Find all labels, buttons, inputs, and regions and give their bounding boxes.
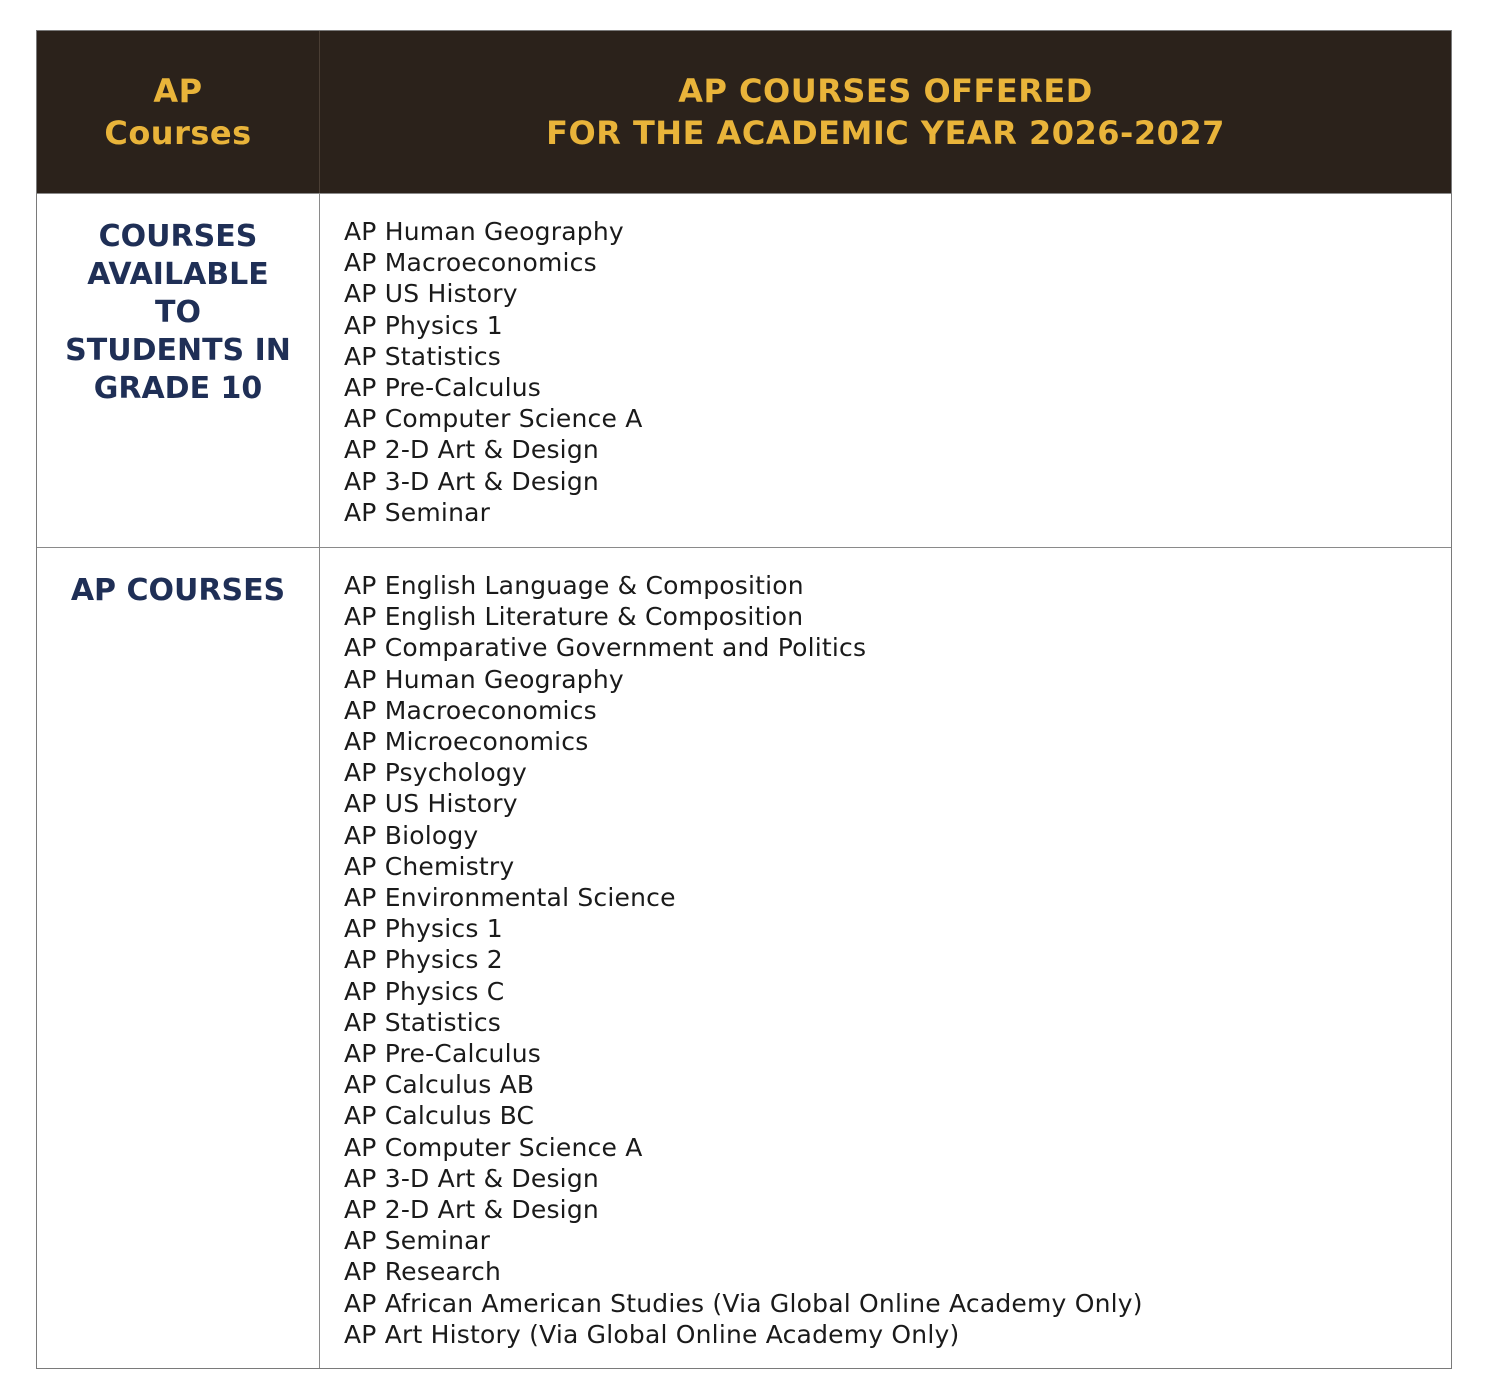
group-label-line: COURSES bbox=[98, 219, 258, 254]
grade-10-course-list bbox=[320, 194, 1451, 546]
course-item: AP Human Geography bbox=[344, 664, 624, 694]
header-left-line: Courses bbox=[104, 114, 252, 152]
course-item: AP English Literature & Composition bbox=[344, 602, 804, 632]
course-item: AP Seminar bbox=[344, 497, 491, 527]
course-item: AP Macroeconomics bbox=[344, 695, 597, 725]
group-label-line: STUDENTS IN bbox=[65, 333, 291, 368]
grade-10-courses-cell bbox=[320, 194, 1451, 547]
table-header-row bbox=[37, 31, 1451, 193]
grade-10-label-cell bbox=[37, 194, 320, 547]
header-right-line: FOR THE ACADEMIC YEAR 2026-2027 bbox=[546, 114, 1225, 152]
course-item: AP Physics C bbox=[344, 976, 505, 1006]
ap-course-list bbox=[320, 548, 1451, 1368]
course-item: AP Chemistry bbox=[344, 851, 515, 881]
course-item: AP Physics 2 bbox=[344, 945, 503, 975]
course-item: AP Statistics bbox=[344, 341, 502, 371]
course-item: AP Computer Science A bbox=[344, 404, 643, 434]
course-item: AP Human Geography bbox=[344, 217, 624, 246]
course-item: AP Statistics bbox=[344, 1007, 502, 1037]
course-item: AP 3-D Art & Design bbox=[344, 1163, 599, 1193]
course-item: AP Pre-Calculus bbox=[344, 1039, 542, 1069]
ap-courses-label-cell bbox=[37, 548, 320, 1368]
group-label-line: AP COURSES bbox=[70, 573, 286, 608]
header-right-cell bbox=[320, 31, 1451, 193]
course-item: AP Environmental Science bbox=[344, 883, 676, 913]
course-item: AP Calculus AB bbox=[344, 1070, 535, 1100]
course-item: AP Biology bbox=[344, 820, 479, 850]
course-item: AP Research bbox=[344, 1257, 501, 1287]
course-item: AP Calculus BC bbox=[344, 1101, 535, 1131]
header-left-title bbox=[104, 70, 251, 154]
ap-courses-row bbox=[37, 547, 1451, 1368]
course-item: AP Microeconomics bbox=[344, 727, 589, 757]
group-label-line: AVAILABLE bbox=[87, 257, 269, 292]
course-item: AP 2-D Art & Design bbox=[344, 435, 599, 465]
course-item: AP Computer Science A bbox=[344, 1132, 643, 1162]
header-right-line: AP COURSES OFFERED bbox=[678, 72, 1093, 110]
course-item: AP US History bbox=[344, 279, 518, 309]
header-right-title bbox=[546, 70, 1225, 154]
course-item: AP Pre-Calculus bbox=[344, 373, 542, 403]
group-label-line: GRADE 10 bbox=[93, 371, 263, 406]
course-item: AP Seminar bbox=[344, 1226, 491, 1256]
group-label-line: TO bbox=[155, 295, 201, 330]
grade-10-row bbox=[37, 193, 1451, 547]
course-item: AP US History bbox=[344, 789, 518, 819]
grade-10-label bbox=[37, 194, 319, 408]
course-item: AP Macroeconomics bbox=[344, 248, 597, 278]
course-item: AP 2-D Art & Design bbox=[344, 1195, 599, 1225]
course-item: AP Physics 1 bbox=[344, 310, 503, 340]
course-item: AP Comparative Government and Politics bbox=[344, 633, 867, 663]
course-item: AP Physics 1 bbox=[344, 914, 503, 944]
header-left-line: AP bbox=[153, 72, 203, 110]
ap-courses-list-cell bbox=[320, 548, 1451, 1368]
course-item: AP 3-D Art & Design bbox=[344, 466, 599, 496]
course-item: AP English Language & Composition bbox=[344, 571, 804, 600]
ap-courses-table bbox=[36, 30, 1452, 1369]
ap-courses-label bbox=[37, 548, 319, 610]
header-left-cell bbox=[37, 31, 320, 193]
course-item: AP Psychology bbox=[344, 758, 527, 788]
course-item: AP Art History (Via Global Online Academy Only) bbox=[344, 1319, 960, 1349]
course-item: AP African American Studies (Via Global Online Academy Only) bbox=[344, 1288, 1143, 1318]
